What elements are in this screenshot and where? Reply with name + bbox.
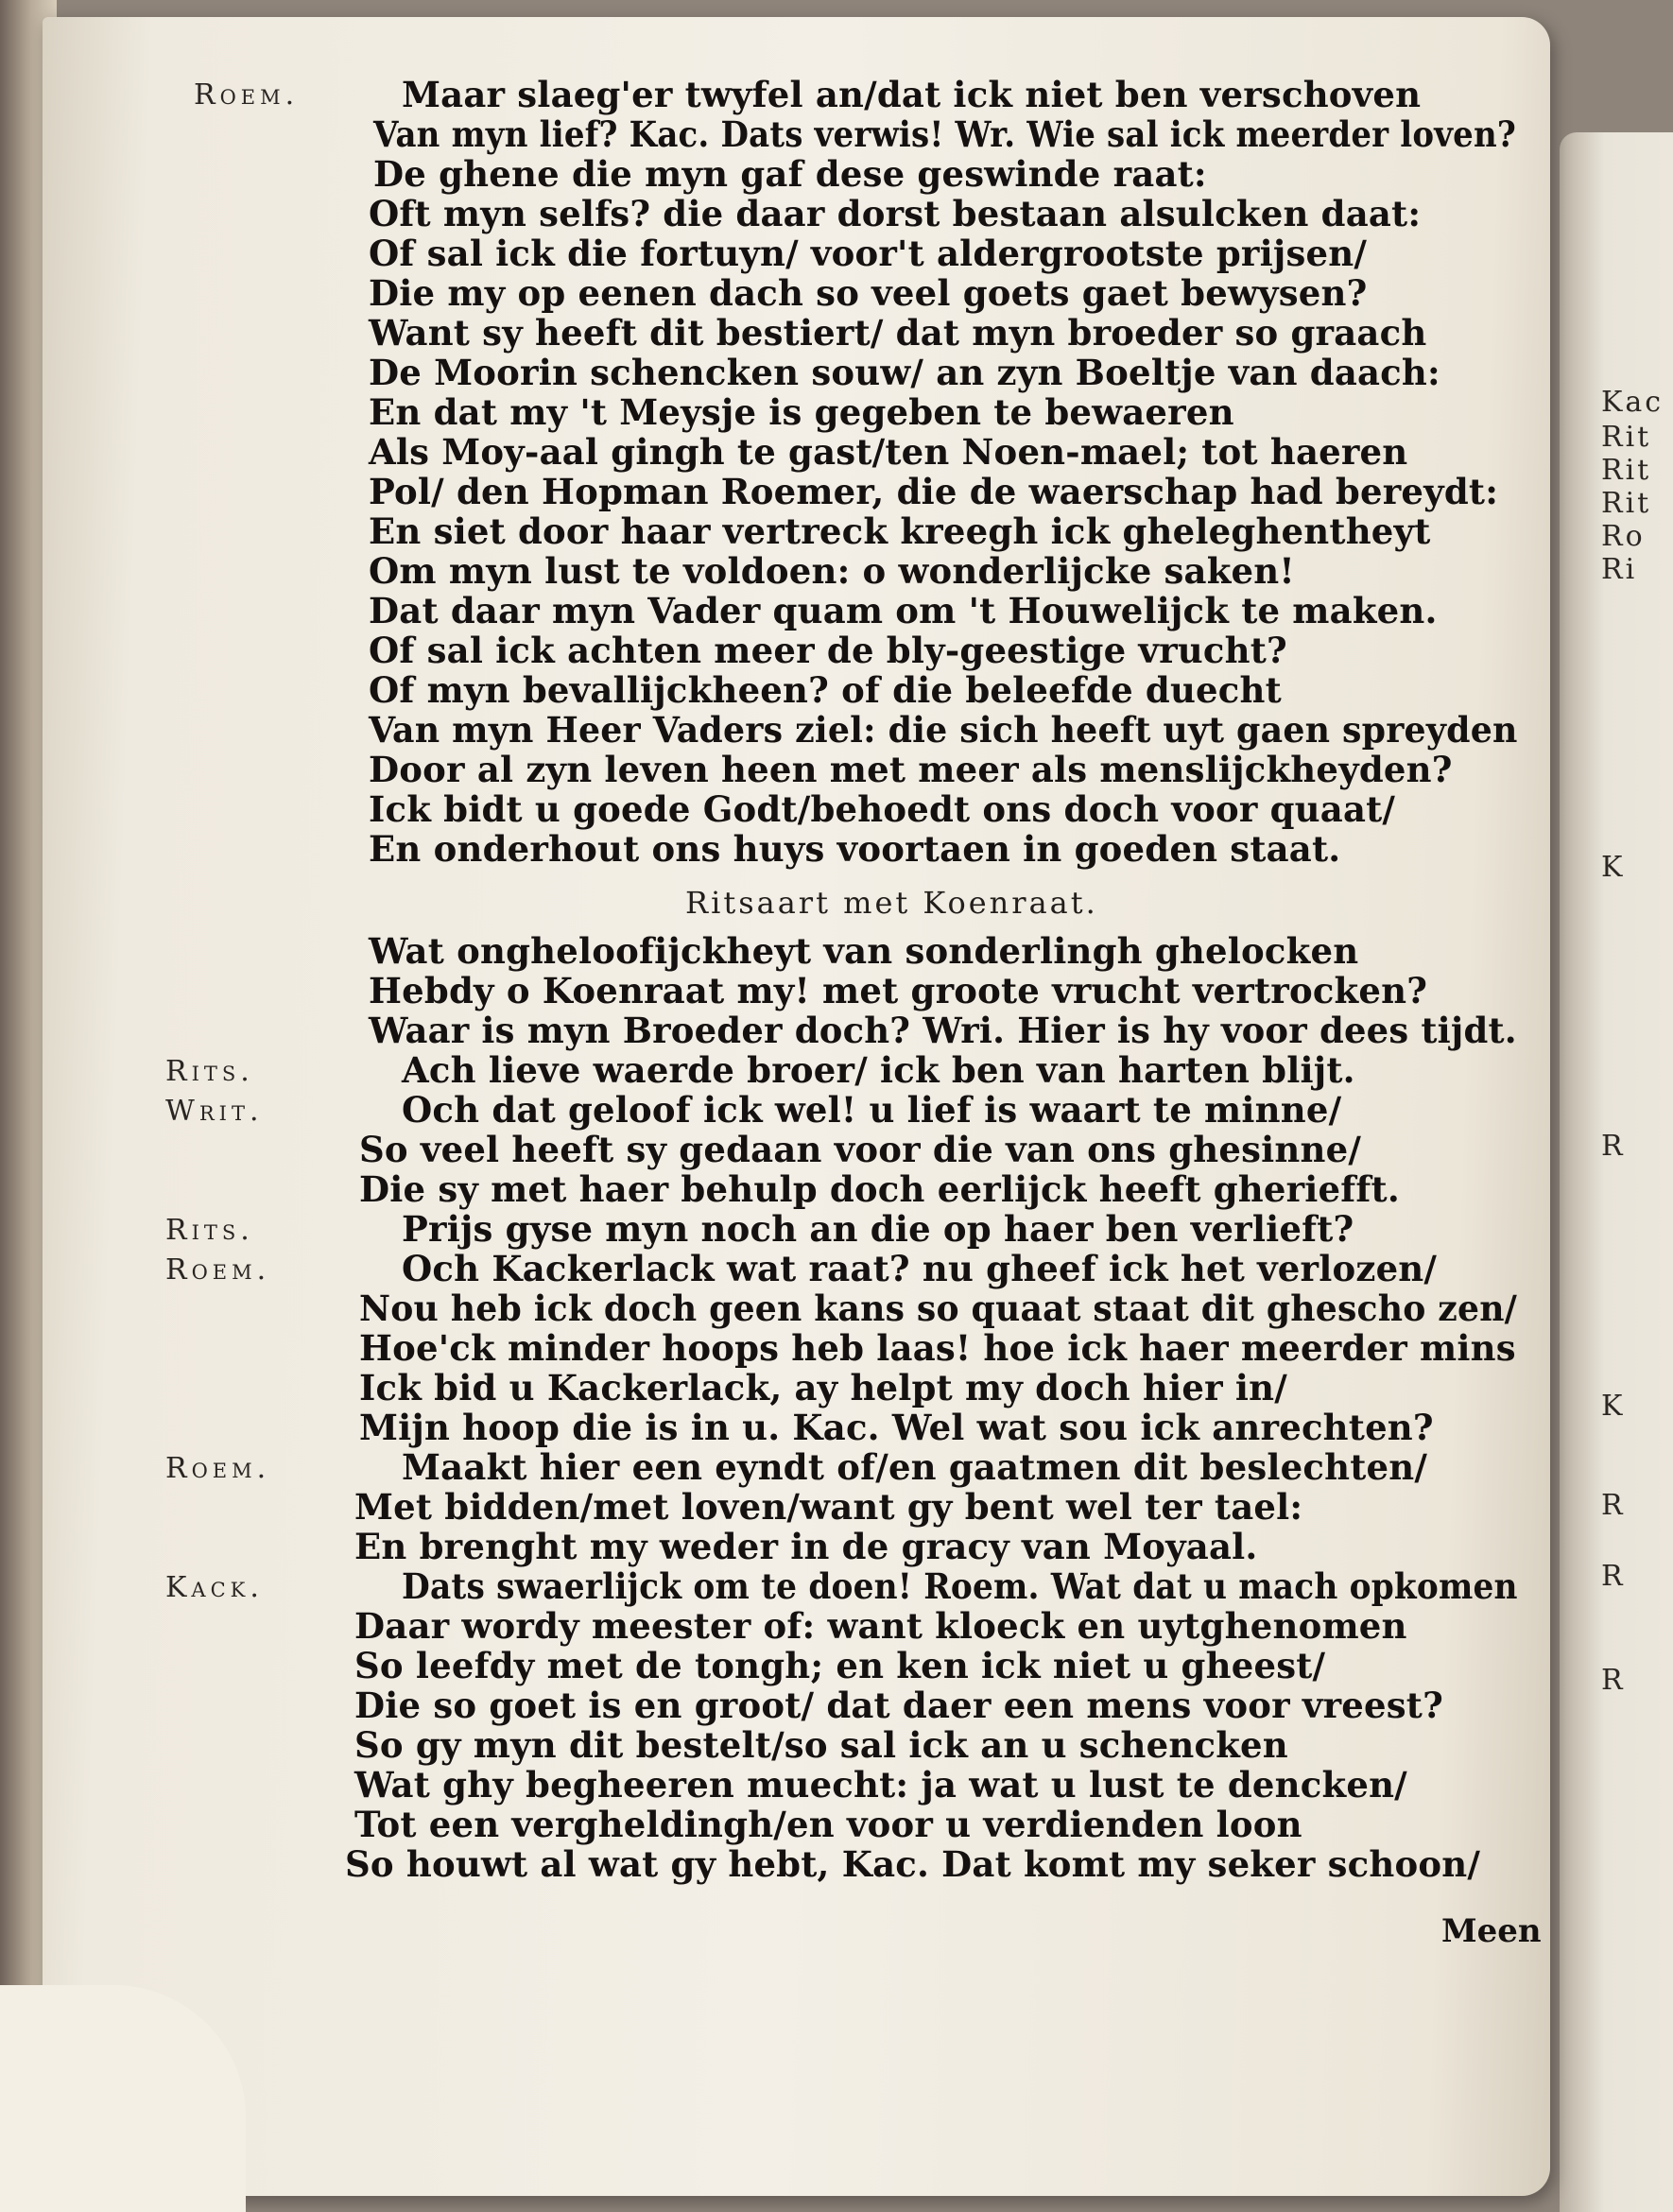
verse-line: En dat my 't Meysje is gegeben te bewaeren: [369, 391, 1234, 433]
facing-speaker: R: [1601, 1560, 1626, 1593]
verse-line: Maakt hier een eyndt of/en gaatmen dit beslechten/: [402, 1446, 1428, 1488]
play-text: [43, 17, 1550, 2196]
facing-speaker: K: [1601, 1390, 1626, 1423]
speaker-label: Kack.: [165, 1571, 264, 1604]
verse-line: Of sal ick die fortuyn/ voor't aldergrootste prijsen/: [369, 233, 1368, 274]
verse-line: Want sy heeft dit bestiert/ dat myn broeder so graach: [369, 312, 1427, 354]
verse-line: Oft myn selfs? die daar dorst bestaan alsulcken daat:: [369, 193, 1422, 234]
verse-line: So houwt al wat gy hebt, Kac. Dat komt my seker schoon/: [345, 1843, 1481, 1885]
facing-speaker: K: [1601, 851, 1626, 884]
verse-line: Van myn Heer Vaders ziel: die sich heeft uyt gaen spreyden: [369, 709, 1518, 751]
verse-line: Maar slaeg'er twyfel an/dat ick niet ben verschoven: [402, 74, 1422, 115]
verse-line: Van myn lief? Kac. Dats verwis! Wr. Wie sal ick meerder loven?: [373, 113, 1517, 155]
verse-line: So leefdy met de tongh; en ken ick niet u gheest/: [354, 1645, 1326, 1686]
speaker-label: Rits.: [165, 1055, 254, 1088]
facing-speaker: Rit: [1601, 487, 1652, 520]
verse-line: Ick bidt u goede Godt/behoedt ons doch voor quaat/: [369, 788, 1396, 830]
book-page: [43, 17, 1550, 2196]
verse-line: En onderhout ons huys voortaen in goeden staat.: [369, 828, 1341, 870]
verse-line: En siet door haar vertreck kreegh ick gheleghentheyt: [369, 510, 1431, 552]
verse-line: Hebdy o Koenraat my! met groote vrucht vertrocken?: [369, 970, 1428, 1011]
verse-line: Als Moy-aal gingh te gast/ten Noen-mael; tot haeren: [369, 431, 1408, 473]
facing-speaker: Rit: [1601, 454, 1652, 487]
facing-speaker: R: [1601, 1489, 1626, 1522]
verse-line: Om myn lust te voldoen: o wonderlijcke saken!: [369, 550, 1295, 592]
speaker-label: Roem.: [165, 1253, 271, 1287]
speaker-label: Roem.: [165, 1452, 271, 1485]
verse-line: Nou heb ick doch geen kans so quaat staat dit ghescho zen/: [359, 1287, 1518, 1329]
verse-line: Die sy met haer behulp doch eerlijck heeft gheriefft.: [359, 1168, 1400, 1210]
verse-line: Hoe'ck minder hoops heb laas! hoe ick haer meerder mins: [359, 1327, 1516, 1369]
verse-line: Prijs gyse myn noch an die op haer ben verlieft?: [402, 1208, 1354, 1250]
facing-speaker: Kac: [1601, 386, 1664, 419]
speaker-label: Rits.: [165, 1214, 254, 1247]
facing-speaker: Ri: [1601, 553, 1638, 586]
verse-line: So veel heeft sy gedaan voor die van ons ghesinne/: [359, 1129, 1362, 1170]
verse-line: Waar is myn Broeder doch? Wri. Hier is hy voor dees tijdt.: [369, 1010, 1517, 1051]
verse-line: Mijn hoop die is in u. Kac. Wel wat sou ick anrechten?: [359, 1407, 1434, 1448]
verse-line: Wat ongheloofijckheyt van sonderlingh ghelocken: [369, 930, 1359, 972]
verse-line: Die my op eenen dach so veel goets gaet bewysen?: [369, 272, 1368, 314]
verse-line: Tot een vergheldingh/en voor u verdienden loon: [354, 1804, 1302, 1845]
facing-speaker: Rit: [1601, 421, 1652, 454]
scene-heading: Ritsaart met Koenraat.: [685, 885, 1098, 921]
verse-line: Ick bid u Kackerlack, ay helpt my doch hier in/: [359, 1367, 1287, 1408]
verse-line: Daar wordy meester of: want kloeck en uytghenomen: [354, 1605, 1407, 1647]
speaker-label: Roem.: [194, 78, 300, 112]
verse-line: Dats swaerlijck om te doen! Roem. Wat dat u mach opkomen: [402, 1565, 1518, 1607]
facing-speaker: R: [1601, 1664, 1626, 1697]
verse-line: De ghene die myn gaf dese geswinde raat:: [373, 153, 1207, 195]
verse-line: Die so goet is en groot/ dat daer een mens voor vreest?: [354, 1685, 1443, 1726]
verse-line: Och Kackerlack wat raat? nu gheef ick het verlozen/: [402, 1248, 1438, 1289]
verse-line: Wat ghy begheeren muecht: ja wat u lust te dencken/: [354, 1764, 1407, 1806]
verse-line: Ach lieve waerde broer/ ick ben van harten blijt.: [402, 1049, 1355, 1091]
verse-line: Och dat geloof ick wel! u lief is waart te minne/: [402, 1089, 1342, 1131]
speaker-label: Writ.: [165, 1095, 264, 1128]
verse-line: Of myn bevallijckheen? of die beleefde duecht: [369, 669, 1282, 711]
facing-page: [1560, 132, 1673, 2212]
facing-page-speakers: [1560, 132, 1673, 2212]
verse-line: Pol/ den Hopman Roemer, die de waerschap had bereydt:: [369, 471, 1499, 512]
verse-line: Door al zyn leven heen met meer als menslijckheyden?: [369, 749, 1453, 790]
verse-line: Dat daar myn Vader quam om 't Houwelijck te maken.: [369, 590, 1438, 631]
verse-line: En brenght my weder in de gracy van Moyaal.: [354, 1526, 1258, 1567]
verse-line: Met bidden/met loven/want gy bent wel ter tael:: [354, 1486, 1303, 1528]
facing-speaker: Ro: [1601, 520, 1646, 553]
verse-line: De Moorin schencken souw/ an zyn Boeltje van daach:: [369, 352, 1440, 393]
catchword: Meen: [1441, 1912, 1542, 1950]
verse-line: Of sal ick achten meer de bly-geestige vrucht?: [369, 630, 1287, 671]
facing-speaker: R: [1601, 1130, 1626, 1163]
verse-line: So gy myn dit bestelt/so sal ick an u schencken: [354, 1724, 1288, 1766]
